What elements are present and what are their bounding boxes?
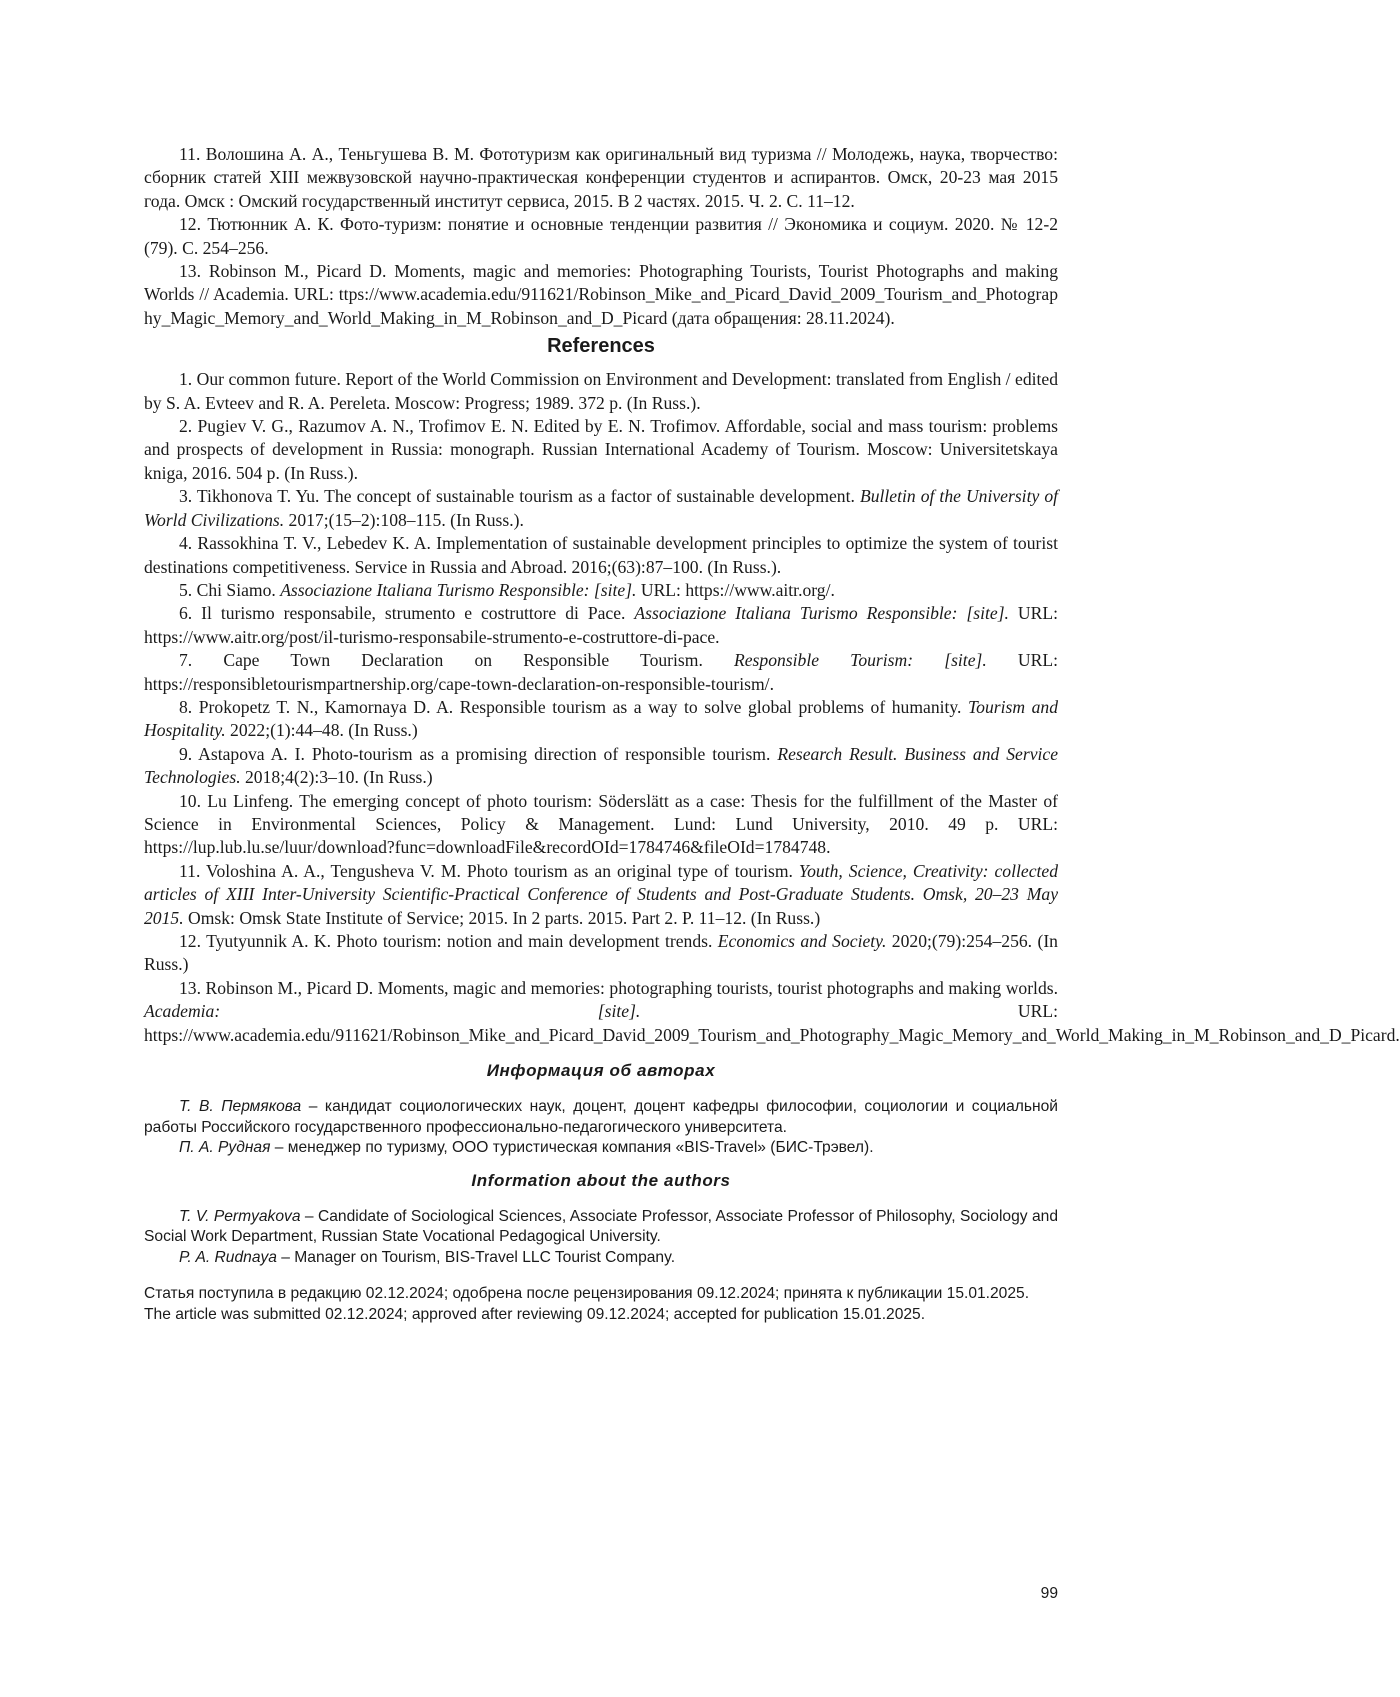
ru-reference-13-url[interactable]: ttps://www.academia.edu/911621/Robinson_Mike_and_Picard_David_2009_Tourism_and_Photography_Magic_Memory_and_World_Making_in_M_Robinson_and_D_Picard: [144, 284, 1058, 327]
reference-item: 4. Rassokhina T. V., Lebedev K. A. Implementation of sustainable development principles to optimize the system of tourist destinations competitiveness. Service in Russia and Abroad. 2016;(63):87–100. (In Russ.).: [144, 532, 1058, 579]
submission-dates-en: The article was submitted 02.12.2024; approved after reviewing 09.12.2024; accepted for publication 15.01.2025.: [144, 1305, 1058, 1326]
reference-item: 11. Voloshina A. A., Tengusheva V. M. Photo tourism as an original type of tourism. Youth, Science, Creativity: collected articles of XIII Inter-University Scientific-Practical Conference of Students and Post-Graduate Students. Omsk, 20–23 May 2015. Omsk: Omsk State Institute of Service; 2015. In 2 parts. 2015. Part 2. P. 11–12. (In Russ.): [144, 860, 1058, 930]
authors-info-heading-en: Information about the authors: [144, 1169, 1058, 1193]
reference-item: 6. Il turismo responsabile, strumento e costruttore di Pace. Associazione Italiana Turismo Responsible: [site]. URL: https://www.aitr.org/post/il-turismo-responsabile-strumento-e-costruttore-di-pace.: [144, 602, 1058, 649]
ru-reference-13: 13. Robinson M., Picard D. Moments, magic and memories: Photographing Tourists, Tourist Photographs and making Worlds // Academia. URL: ttps://www.academia.edu/911621/Robinson_Mike_and_Picard_David_2009_Tourism_and_Photography_Magic_Memory_and_World_Making_in_M_Robinson_and_D_Picard (дата обращения: 28.11.2024).: [144, 260, 1058, 330]
reference-item: 8. Prokopetz T. N., Kamornaya D. A. Responsible tourism as a way to solve global problems of humanity. Tourism and Hospitality. 2022;(1):44–48. (In Russ.): [144, 696, 1058, 743]
reference-item: 2. Pugiev V. G., Razumov A. N., Trofimov E. N. Edited by E. N. Trofimov. Affordable, social and mass tourism: problems and prospects of development in Russia: monograph. Russian International Academy of Tourism. Moscow: Universitetskaya kniga, 2016. 504 p. (In Russ.).: [144, 415, 1058, 485]
russian-references-tail: [144, 143, 1058, 330]
authors-info-ru: [144, 1097, 1058, 1159]
reference-item: 7. Cape Town Declaration on Responsible Tourism. Responsible Tourism: [site]. URL: https://responsibletourismpartnership.org/cape-town-declaration-on-responsible-tourism/.: [144, 649, 1058, 696]
reference-item: 1. Our common future. Report of the World Commission on Environment and Development: translated from English / edited by S. A. Evteev and R. A. Pereleta. Moscow: Progress; 1989. 372 p. (In Russ.).: [144, 368, 1058, 415]
reference-item: 13. Robinson M., Picard D. Moments, magic and memories: photographing tourists, tourist photographs and making worlds. Academia: [site]. URL: https://www.academia.edu/911621/Robinson_Mike_and_Picard_David_2009_Tourism_and_Photography_Magic_Memory_and_World_Making_in_M_Robinson_and_D_Picard.: [144, 977, 1058, 1047]
authors-info-heading-ru: Информация об авторах: [144, 1059, 1058, 1083]
page-number: 99: [1030, 1585, 1058, 1603]
author-name: П. А. Рудная: [179, 1139, 270, 1156]
author-entry: П. А. Рудная – менеджер по туризму, ООО туристическая компания «BIS-Travel» (БИС-Трэвел).: [144, 1138, 1058, 1159]
reference-item: 12. Tyutyunnik A. K. Photo tourism: notion and main development trends. Economics and Society. 2020;(79):254–256. (In Russ.): [144, 930, 1058, 977]
page-content: [144, 143, 1058, 1325]
references-list: [144, 368, 1058, 1047]
ru-reference-12: 12. Тютюнник А. К. Фото-туризм: понятие и основные тенденции развития // Экономика и социум. 2020. № 12-2 (79). С. 254–256.: [144, 213, 1058, 260]
reference-item: 5. Chi Siamo. Associazione Italiana Turismo Responsible: [site]. URL: https://www.aitr.org/.: [144, 579, 1058, 602]
references-heading: References: [144, 333, 1058, 359]
author-name: P. A. Rudnaya: [179, 1249, 277, 1266]
author-entry: P. A. Rudnaya – Manager on Tourism, BIS-Travel LLC Tourist Company.: [144, 1248, 1058, 1269]
ru-reference-11: 11. Волошина А. А., Теньгушева В. М. Фототуризм как оригинальный вид туризма // Молодежь, наука, творчество: сборник статей XIII межвузовской научно-практическая конференции студентов и аспирантов. Омск, 20-23 мая 2015 года. Омск : Омский государственный институт сервиса, 2015. В 2 частях. 2015. Ч. 2. С. 11–12.: [144, 143, 1058, 213]
author-entry: T. V. Permyakova – Candidate of Sociological Sciences, Associate Professor, Associate Professor of Philosophy, Sociology and Social Work Department, Russian State Vocational Pedagogical University.: [144, 1207, 1058, 1248]
author-name: T. V. Permyakova: [179, 1208, 301, 1225]
author-entry: Т. В. Пермякова – кандидат социологических наук, доцент, доцент кафедры философии, социологии и социальной работы Российского государственного профессионально-педагогического университета.: [144, 1097, 1058, 1138]
authors-info-en: [144, 1207, 1058, 1269]
author-name: Т. В. Пермякова: [179, 1098, 301, 1115]
submission-dates-ru: Статья поступила в редакцию 02.12.2024; одобрена после рецензирования 09.12.2024; принята к публикации 15.01.2025.: [144, 1284, 1058, 1305]
reference-item: 9. Astapova A. I. Photo-tourism as a promising direction of responsible tourism. Research Result. Business and Service Technologies. 2018;4(2):3–10. (In Russ.): [144, 743, 1058, 790]
reference-item: 10. Lu Linfeng. The emerging concept of photo tourism: Söderslätt as a case: Thesis for the fulfillment of the Master of Science in Environmental Sciences, Policy & Management. Lund: Lund University, 2010. 49 p. URL: https://lup.lub.lu.se/luur/download?func=downloadFile&recordOId=1784746&fileOId=1784748.: [144, 790, 1058, 860]
reference-item: 3. Tikhonova T. Yu. The concept of sustainable tourism as a factor of sustainable development. Bulletin of the University of World Civilizations. 2017;(15–2):108–115. (In Russ.).: [144, 485, 1058, 532]
submission-info: [144, 1284, 1058, 1325]
